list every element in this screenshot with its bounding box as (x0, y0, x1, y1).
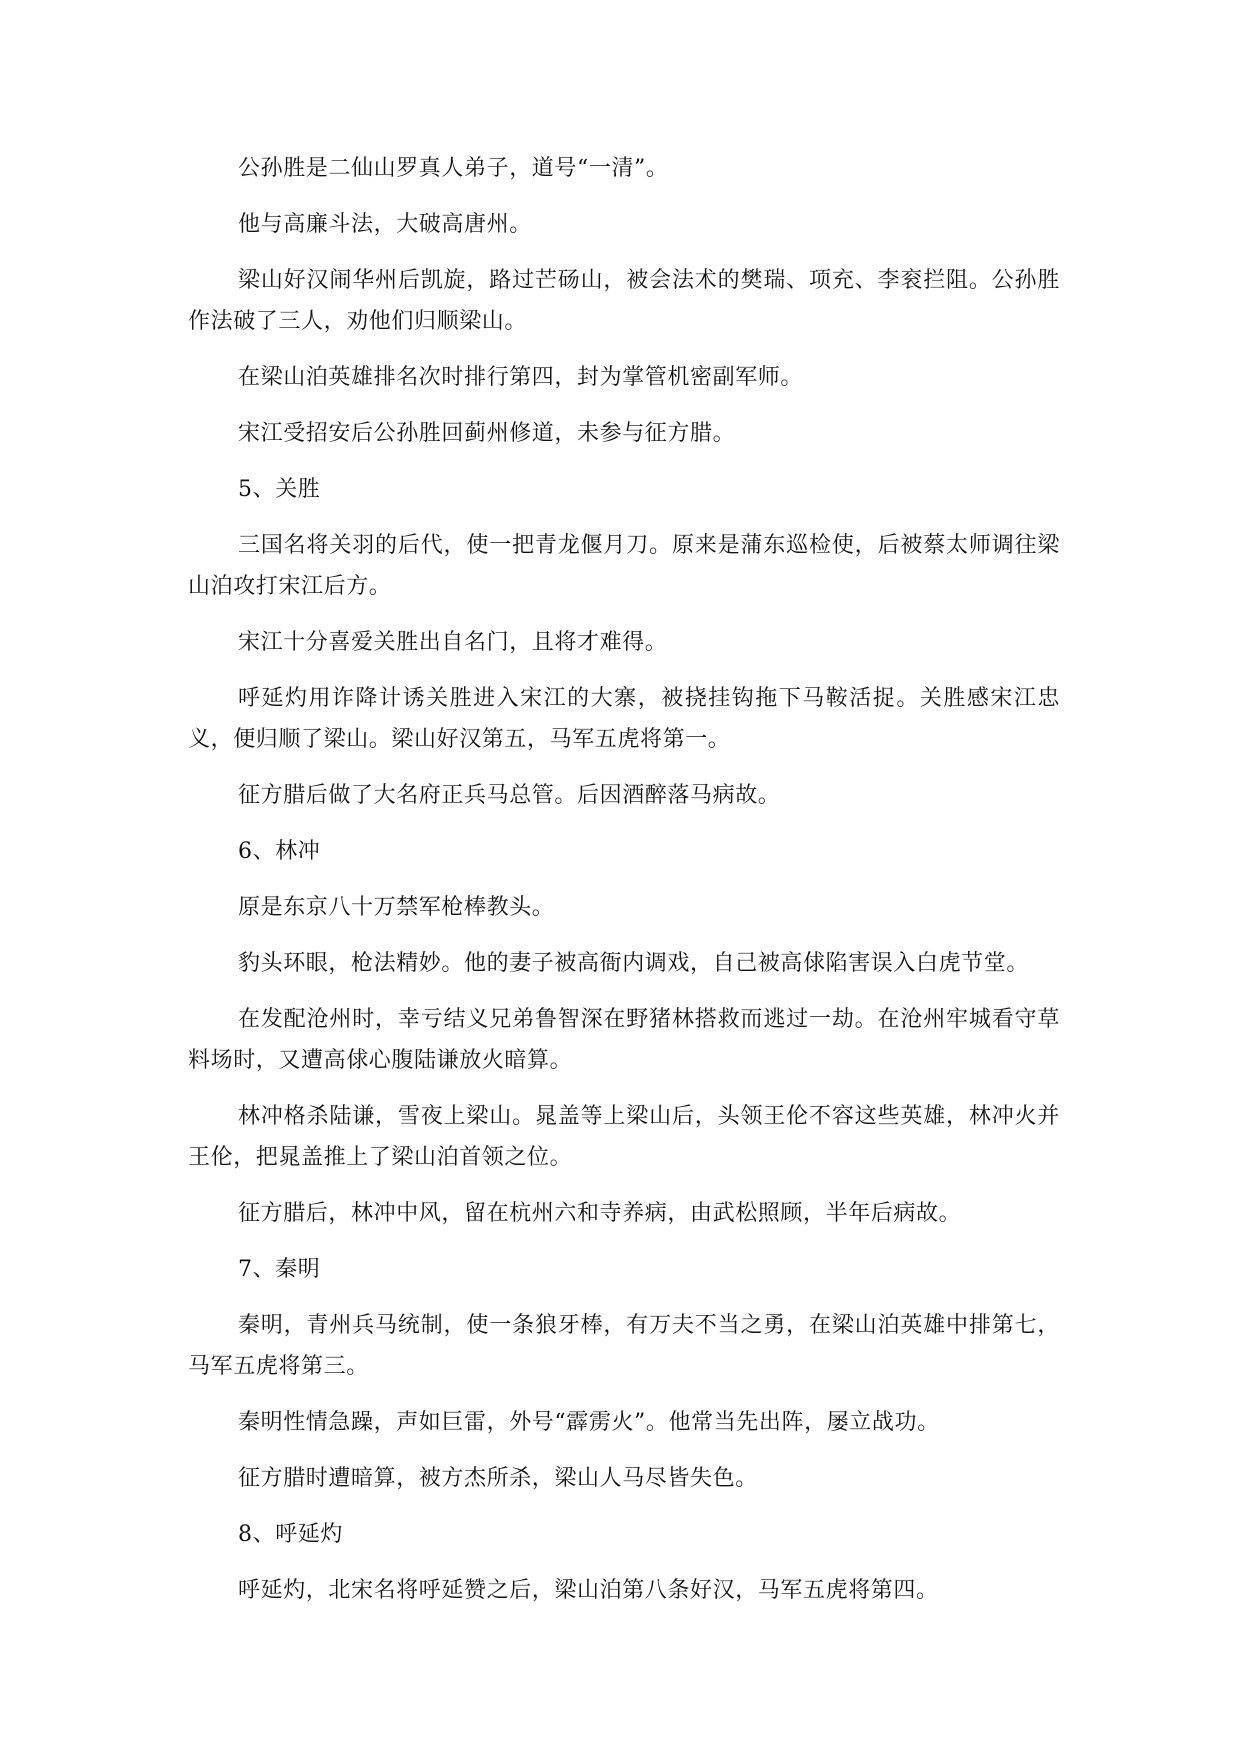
paragraph: 在梁山泊英雄排名次时排行第四，封为掌管机密副军师。 (238, 365, 804, 390)
paragraph: 秦明性情急躁，声如巨雷，外号“霹雳火”。他常当先出阵，屡立战功。 (238, 1410, 940, 1435)
paragraph: 征方腊后做了大名府正兵马总管。后因酒醉落马病故。 (238, 783, 781, 808)
paragraph: 征方腊后，林冲中风，留在杭州六和寺养病，由武松照顾，半年后病故。 (238, 1201, 962, 1226)
paragraph: 林冲格杀陆谦，雪夜上梁山。晁盖等上梁山后，头领王伦不容这些英雄，林冲火并王伦，把晁盖推上了梁山泊首领之位。 (188, 1104, 1060, 1170)
section-heading-guansheng: 5、关胜 (238, 477, 321, 502)
paragraph: 在发配沧州时，幸亏结义兄弟鲁智深在野猪林搭救而逃过一劫。在沧州牢城看守草料场时，又遭高俅心腹陆谦放火暗算。 (188, 1007, 1060, 1073)
paragraph: 呼延灼用诈降计诱关胜进入宋江的大寨，被挠挂钩拖下马鞍活捉。关胜感宋江忠义，便归顺了梁山。梁山好汉第五，马军五虎将第一。 (188, 686, 1060, 752)
paragraph: 原是东京八十万禁军枪棒教头。 (238, 895, 555, 920)
paragraph: 呼延灼，北宋名将呼延赞之后，梁山泊第八条好汉，马军五虎将第四。 (238, 1578, 939, 1603)
paragraph: 宋江受招安后公孙胜回蓟州修道，未参与征方腊。 (238, 421, 736, 446)
document-body (188, 148, 1060, 1611)
paragraph: 秦明，青州兵马统制，使一条狼牙棒，有万夫不当之勇，在梁山泊英雄中排第七，马军五虎将第三。 (188, 1313, 1060, 1379)
paragraph: 他与高廉斗法，大破高唐州。 (238, 212, 532, 237)
paragraph: 豹头环眼，枪法精妙。他的妻子被高衙内调戏，自己被高俅陷害误入白虎节堂。 (238, 951, 1030, 976)
paragraph: 宋江十分喜爱关胜出自名门，且将才难得。 (238, 630, 668, 655)
paragraph: 梁山好汉闹华州后凯旋，路过芒砀山，被会法术的樊瑞、项充、李衮拦阻。公孙胜作法破了三人，劝他们归顺梁山。 (188, 268, 1060, 334)
section-heading-linchong: 6、林冲 (238, 839, 321, 864)
paragraph: 三国名将关羽的后代，使一把青龙偃月刀。原来是蒲东巡检使，后被蔡太师调往梁山泊攻打宋江后方。 (188, 533, 1060, 599)
section-heading-huyanzhuo: 8、呼延灼 (238, 1522, 343, 1547)
paragraph-gongsunsheng-title: 公孙胜是二仙山罗真人弟子，道号“一清”。 (238, 156, 669, 181)
section-heading-qinming: 7、秦明 (238, 1257, 321, 1282)
paragraph: 征方腊时遭暗算，被方杰所杀，梁山人马尽皆失色。 (238, 1466, 758, 1491)
